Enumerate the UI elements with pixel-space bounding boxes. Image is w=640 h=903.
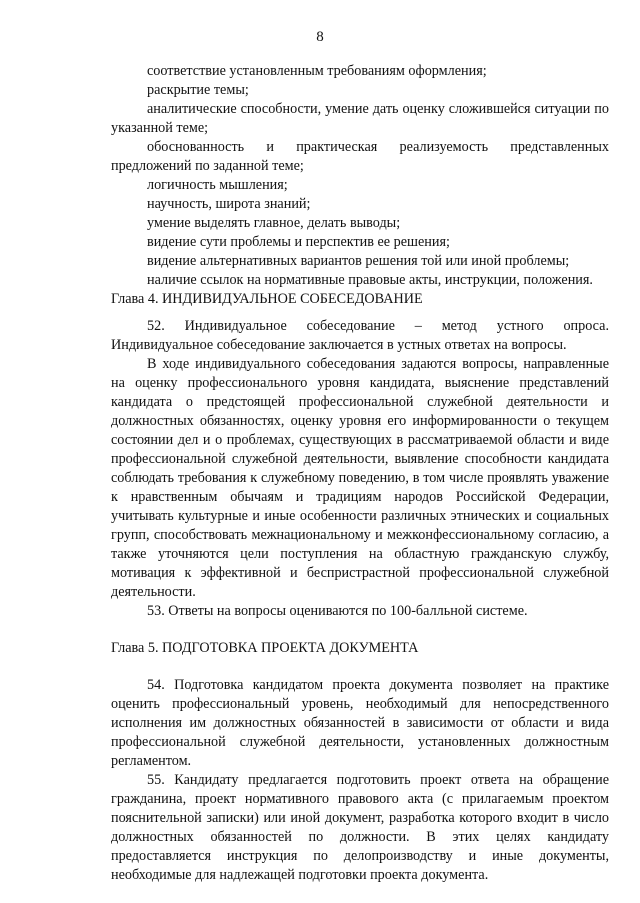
criteria-item: обоснованность и практическая реализуемость представленных предложений по заданной теме;	[111, 139, 609, 174]
criteria-item: наличие ссылок на нормативные правовые акты, инструкции, положения.	[147, 272, 593, 288]
paragraph-52-details: В ходе индивидуального собеседования задаются вопросы, направленные на оценку профессионального уровня кандидата, выяснение представлений кандидата о предстоящей профессиональной служебной деятельности и должностных обязанностях, оценку уровня его информированности о текущем состоянии дел и о проблемах, существующих в рассматриваемой области и виде профессиональной служебной деятельности, выявление способности кандидата соблюдать требования к служебному поведению, в том числе проявлять уважение к нравственным обычаям и традициям народов Российской Федерации, учитывать культурные и иные особенности различных этнических и социальных групп, способствовать межнациональному и межконфессиональному согласию, а также уточняются цели поступления на областную гражданскую службу, мотивация к эффективной и беспристрастной профессиональной служебной деятельности.	[111, 356, 609, 600]
chapter-4-title: Глава 4. ИНДИВИДУАЛЬНОЕ СОБЕСЕДОВАНИЕ	[111, 291, 423, 307]
criteria-item: аналитические способности, умение дать оценку сложившейся ситуации по указанной теме;	[111, 101, 609, 136]
criteria-item: видение сути проблемы и перспектив ее решения;	[147, 234, 450, 250]
chapter-5-title: Глава 5. ПОДГОТОВКА ПРОЕКТА ДОКУМЕНТА	[111, 640, 419, 656]
criteria-item: научность, широта знаний;	[147, 196, 311, 212]
criteria-item: соответствие установленным требованиям оформления;	[147, 63, 487, 79]
criteria-list	[111, 62, 609, 290]
page-number: 8	[316, 29, 324, 45]
paragraph-52: 52. Индивидуальное собеседование – метод устного опроса. Индивидуальное собеседование заключается в устных ответах на вопросы.	[111, 318, 609, 353]
paragraph-54: 54. Подготовка кандидатом проекта документа позволяет на практике оценить профессиональный уровень, необходимый для непосредственного исполнения им должностных обязанностей в зависимости от области и вида профессиональной служебной деятельности, установленных должностным регламентом.	[111, 677, 609, 769]
criteria-item: раскрытие темы;	[147, 82, 249, 98]
criteria-item: умение выделять главное, делать выводы;	[147, 215, 401, 231]
criteria-item: видение альтернативных вариантов решения той или иной проблемы;	[147, 253, 570, 269]
criteria-item: логичность мышления;	[147, 177, 288, 193]
paragraph-55: 55. Кандидату предлагается подготовить проект ответа на обращение гражданина, проект нормативного правового акта (с прилагаемым проектом пояснительной записки) или иной документ, разработка которого входит в число должностных обязанностей по должности. В этих целях кандидату предоставляется инструкция по делопроизводству и иные документы, необходимые для надлежащей подготовки проекта документа.	[111, 772, 609, 883]
paragraph-53: 53. Ответы на вопросы оцениваются по 100-балльной системе.	[147, 603, 528, 619]
document-body	[111, 62, 609, 885]
